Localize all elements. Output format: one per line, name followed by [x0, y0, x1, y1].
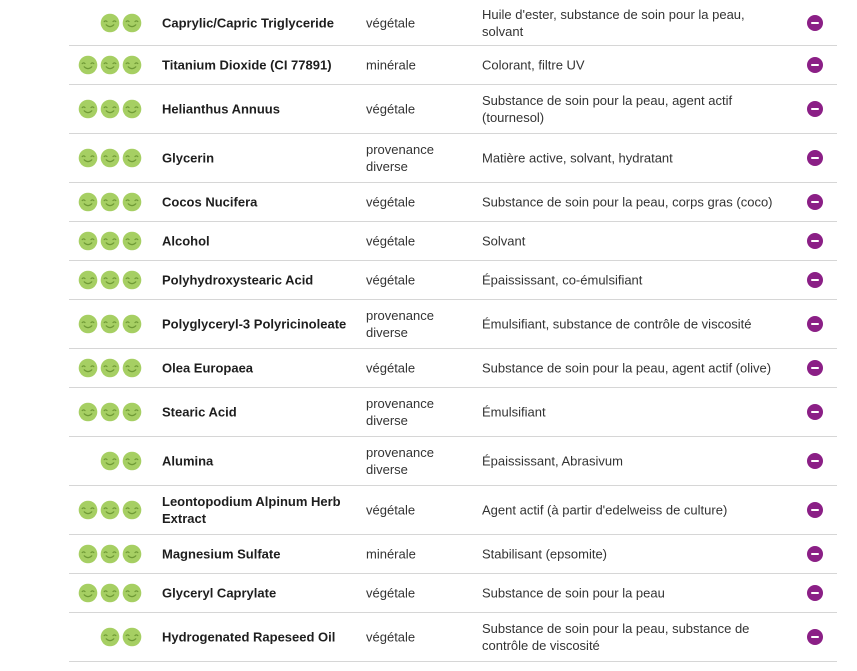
- smiley-face-icon: [100, 148, 120, 168]
- minus-circle-icon[interactable]: [807, 629, 823, 645]
- smiley-face-icon: [100, 270, 120, 290]
- minus-circle-icon[interactable]: [807, 453, 823, 469]
- smiley-face-icon: [78, 402, 98, 422]
- ingredient-origin: végétale: [366, 194, 416, 210]
- ingredient-name: Stearic Acid: [162, 404, 237, 420]
- ingredient-function: Matière active, solvant, hydratant: [482, 150, 673, 166]
- ingredient-origin: végétale: [366, 233, 416, 249]
- ingredient-name: Cocos Nucifera: [162, 194, 258, 210]
- ingredient-origin: végétale: [366, 502, 416, 518]
- minus-circle-icon[interactable]: [807, 502, 823, 518]
- ingredient-name: Alumina: [162, 453, 214, 469]
- smiley-face-icon: [122, 358, 142, 378]
- ingredient-row: [69, 222, 837, 261]
- ingredient-name: Magnesium Sulfate: [162, 546, 281, 562]
- smiley-face-icon: [100, 451, 120, 471]
- ingredient-row: [69, 0, 837, 46]
- ingredient-row: [69, 134, 837, 183]
- smiley-face-icon: [122, 55, 142, 75]
- ingredient-row: [69, 300, 837, 349]
- ingredient-name: Alcohol: [162, 233, 210, 249]
- smiley-face-icon: [122, 99, 142, 119]
- ingredient-origin: provenance diverse: [366, 142, 434, 174]
- smiley-face-icon: [122, 314, 142, 334]
- smiley-face-icon: [122, 402, 142, 422]
- ingredient-row: [69, 535, 837, 574]
- smiley-face-icon: [122, 544, 142, 564]
- minus-circle-icon[interactable]: [807, 57, 823, 73]
- smiley-face-icon: [122, 500, 142, 520]
- ingredient-name: Titanium Dioxide (CI 77891): [162, 57, 332, 73]
- smiley-face-icon: [78, 544, 98, 564]
- ingredient-function: Substance de soin pour la peau, agent actif (olive): [482, 360, 772, 376]
- minus-circle-icon[interactable]: [807, 150, 823, 166]
- ingredient-name: Caprylic/Capric Triglyceride: [162, 15, 334, 30]
- minus-circle-icon[interactable]: [807, 404, 823, 420]
- minus-circle-icon[interactable]: [807, 546, 823, 562]
- ingredient-origin: végétale: [366, 629, 416, 645]
- smiley-face-icon: [100, 500, 120, 520]
- ingredient-origin: provenance diverse: [366, 445, 434, 477]
- ingredient-row: [69, 46, 837, 85]
- ingredient-origin: provenance diverse: [366, 308, 434, 340]
- smiley-face-icon: [122, 451, 142, 471]
- smiley-face-icon: [100, 627, 120, 647]
- ingredient-function: Émulsifiant: [482, 404, 546, 420]
- ingredient-function: Émulsifiant, substance de contrôle de viscosité: [482, 316, 752, 332]
- rating-icons: [75, 544, 142, 564]
- ingredient-function: Solvant: [482, 233, 526, 249]
- rating-icons: [75, 270, 142, 290]
- ingredient-function: Épaississant, Abrasivum: [482, 453, 623, 469]
- ingredient-origin: végétale: [366, 360, 416, 376]
- smiley-face-icon: [78, 99, 98, 119]
- smiley-face-icon: [122, 231, 142, 251]
- smiley-face-icon: [100, 314, 120, 334]
- rating-icons: [75, 627, 142, 647]
- rating-icons: [75, 231, 142, 251]
- rating-icons: [75, 358, 142, 378]
- ingredient-name: Glycerin: [162, 150, 215, 166]
- ingredient-row: [69, 85, 837, 134]
- ingredient-origin: végétale: [366, 101, 416, 117]
- ingredient-function: Substance de soin pour la peau, corps gras (coco): [482, 194, 773, 210]
- smiley-face-icon: [100, 13, 120, 33]
- ingredient-origin: végétale: [366, 15, 416, 30]
- ingredient-name: Polyhydroxystearic Acid: [162, 272, 314, 288]
- ingredient-function: Substance de soin pour la peau, substance de contrôle de viscosité: [482, 621, 750, 653]
- ingredient-row: [69, 613, 837, 662]
- smiley-face-icon: [78, 55, 98, 75]
- ingredient-function: Agent actif (à partir d'edelweiss de culture): [482, 502, 728, 518]
- ingredient-function: Épaississant, co-émulsifiant: [482, 272, 643, 288]
- smiley-face-icon: [122, 148, 142, 168]
- ingredient-table: [69, 0, 837, 662]
- smiley-face-icon: [122, 13, 142, 33]
- smiley-face-icon: [78, 314, 98, 334]
- ingredient-row: [69, 574, 837, 613]
- ingredient-origin: végétale: [366, 272, 416, 288]
- smiley-face-icon: [100, 544, 120, 564]
- ingredient-name: Hydrogenated Rapeseed Oil: [162, 629, 336, 645]
- minus-circle-icon[interactable]: [807, 272, 823, 288]
- minus-circle-icon[interactable]: [807, 101, 823, 117]
- smiley-face-icon: [78, 231, 98, 251]
- rating-icons: [75, 451, 142, 471]
- smiley-face-icon: [78, 358, 98, 378]
- smiley-face-icon: [100, 358, 120, 378]
- smiley-face-icon: [122, 270, 142, 290]
- smiley-face-icon: [100, 55, 120, 75]
- ingredient-row: [69, 486, 837, 535]
- ingredient-row: [69, 437, 837, 486]
- ingredient-row: [69, 183, 837, 222]
- minus-circle-icon[interactable]: [807, 316, 823, 332]
- ingredient-name: Helianthus Annuus: [162, 101, 280, 117]
- minus-circle-icon[interactable]: [807, 15, 823, 31]
- ingredient-origin: végétale: [366, 585, 416, 601]
- smiley-face-icon: [122, 192, 142, 212]
- ingredient-origin: provenance diverse: [366, 396, 434, 428]
- smiley-face-icon: [78, 500, 98, 520]
- smiley-face-icon: [100, 231, 120, 251]
- ingredient-row: [69, 261, 837, 300]
- minus-circle-icon[interactable]: [807, 585, 823, 601]
- rating-icons: [75, 99, 142, 119]
- rating-icons: [75, 583, 142, 603]
- rating-icons: [75, 55, 142, 75]
- rating-icons: [75, 402, 142, 422]
- minus-circle-icon[interactable]: [807, 360, 823, 376]
- ingredient-name: Olea Europaea: [162, 360, 254, 376]
- rating-icons: [75, 13, 142, 33]
- ingredient-origin: minérale: [366, 57, 416, 73]
- ingredient-name: Leontopodium Alpinum Herb Extract: [162, 494, 341, 526]
- smiley-face-icon: [100, 192, 120, 212]
- ingredient-row: [69, 388, 837, 437]
- smiley-face-icon: [122, 583, 142, 603]
- ingredient-function: Substance de soin pour la peau: [482, 585, 665, 601]
- smiley-face-icon: [78, 270, 98, 290]
- rating-icons: [75, 192, 142, 212]
- smiley-face-icon: [78, 192, 98, 212]
- smiley-face-icon: [100, 402, 120, 422]
- smiley-face-icon: [100, 583, 120, 603]
- smiley-face-icon: [100, 99, 120, 119]
- ingredient-name: Glyceryl Caprylate: [162, 585, 277, 601]
- minus-circle-icon[interactable]: [807, 233, 823, 249]
- rating-icons: [75, 314, 142, 334]
- smiley-face-icon: [78, 148, 98, 168]
- ingredient-function: Stabilisant (epsomite): [482, 546, 607, 562]
- ingredient-function: Substance de soin pour la peau, agent actif (tournesol): [482, 93, 733, 125]
- smiley-face-icon: [122, 627, 142, 647]
- minus-circle-icon[interactable]: [807, 194, 823, 210]
- ingredient-row: [69, 349, 837, 388]
- ingredient-function: Huile d'ester, substance de soin pour la peau, solvant: [482, 6, 745, 39]
- smiley-face-icon: [78, 583, 98, 603]
- ingredient-origin: minérale: [366, 546, 416, 562]
- ingredient-function: Colorant, filtre UV: [482, 57, 585, 73]
- rating-icons: [75, 500, 142, 520]
- ingredient-name: Polyglyceryl-3 Polyricinoleate: [162, 316, 347, 332]
- rating-icons: [75, 148, 142, 168]
